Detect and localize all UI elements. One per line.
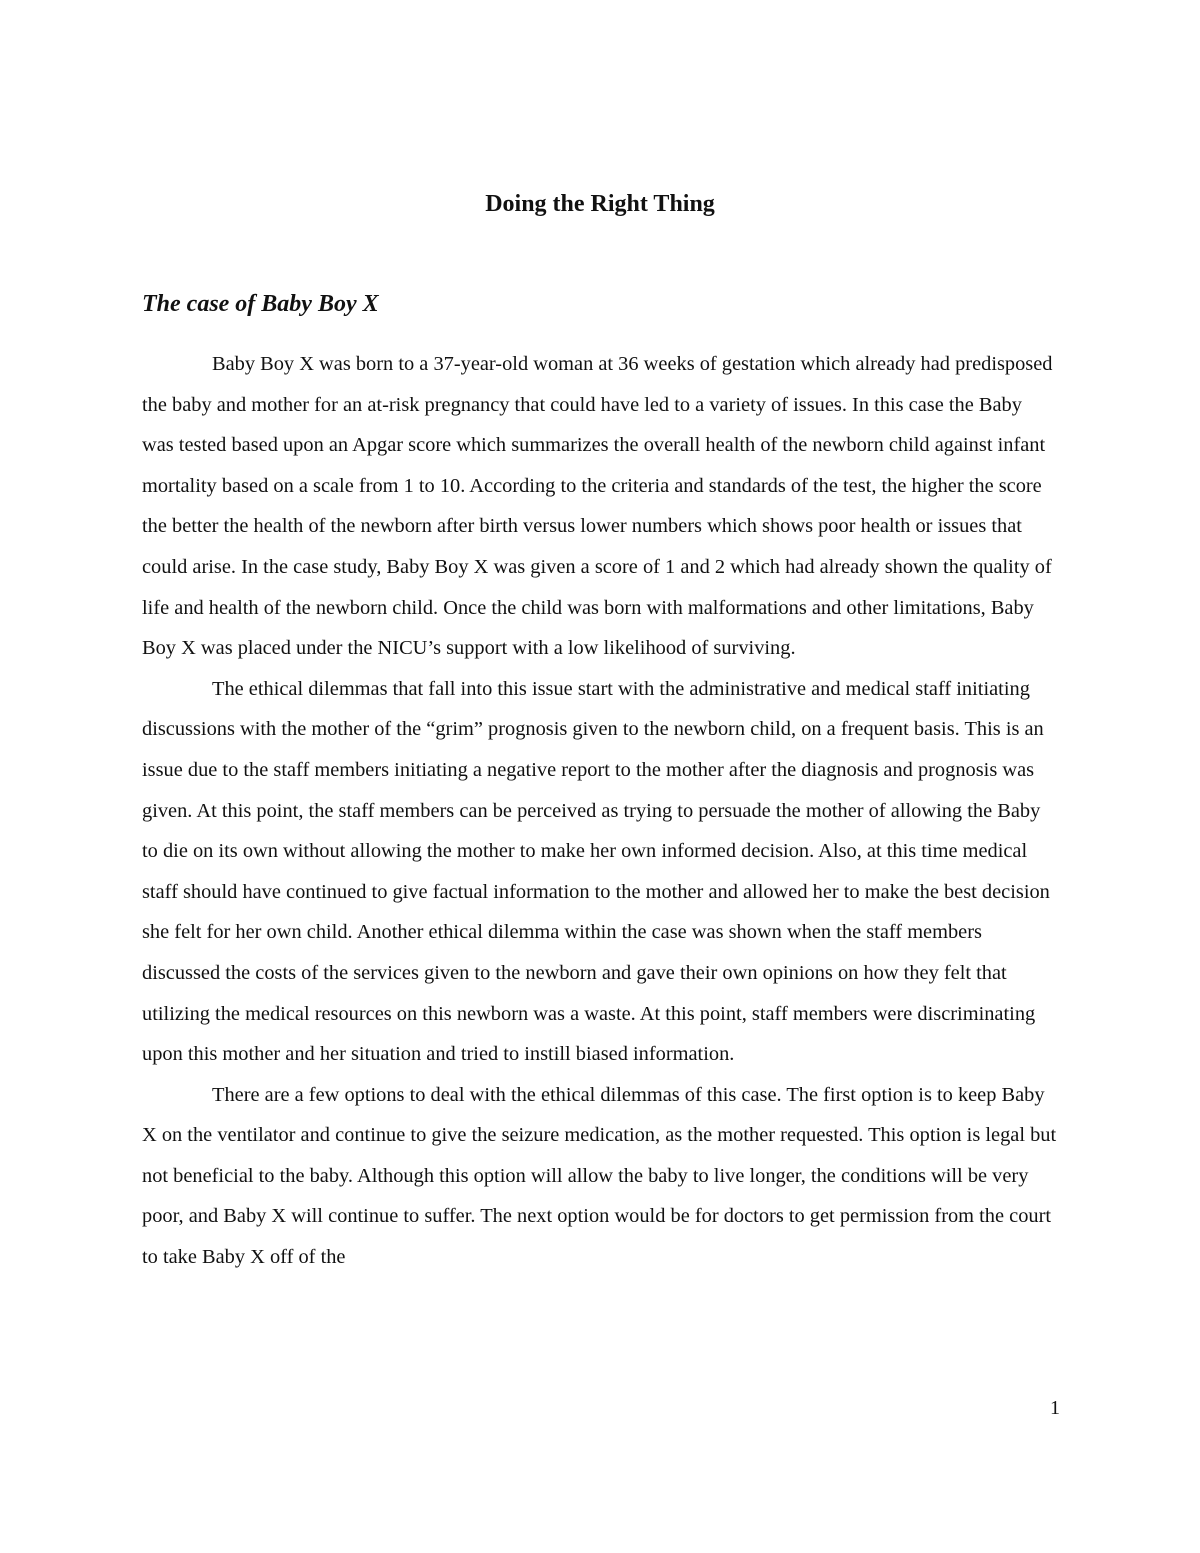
section-heading: The case of Baby Boy X xyxy=(142,291,379,317)
paragraph-1: Baby Boy X was born to a 37-year-old woman at 36 weeks of gestation which already had predisposed the baby and mother for an at-risk pregnancy that could have led to a variety of issues. In this case the Baby was tested based upon an Apgar score which summarizes the overall health of the newborn child against infant mortality based on a scale from 1 to 10. According to the criteria and standards of the test, the higher the score the better the health of the newborn after birth versus lower numbers which shows poor health or issues that could arise. In the case study, Baby Boy X was given a score of 1 and 2 which had already shown the quality of life and health of the newborn child. Once the child was born with malformations and other limitations, Baby Boy X was placed under the NICU’s support with a low likelihood of surviving. xyxy=(142,353,1053,660)
body-text xyxy=(142,344,1058,1278)
document-title: Doing the Right Thing xyxy=(485,191,715,217)
page-number: 1 xyxy=(1050,1397,1060,1419)
paragraph-2: The ethical dilemmas that fall into this issue start with the administrative and medical staff initiating discussions with the mother of the “grim” prognosis given to the newborn child, on a frequent basis. This is an issue due to the staff members initiating a negative report to the mother after the diagnosis and prognosis was given. At this point, the staff members can be perceived as trying to persuade the mother of allowing the Baby to die on its own without allowing the mother to make her own informed decision. Also, at this time medical staff should have continued to give factual information to the mother and allowed her to make the best decision she felt for her own child. Another ethical dilemma within the case was shown when the staff members discussed the costs of the services given to the newborn and gave their own opinions on how they felt that utilizing the medical resources on this newborn was a waste. At this point, staff members were discriminating upon this mother and her situation and tried to instill biased information. xyxy=(142,677,1050,1066)
paragraph-3: There are a few options to deal with the ethical dilemmas of this case. The first option is to keep Baby X on the ventilator and continue to give the seizure medication, as the mother requested. This option is legal but not beneficial to the baby. Although this option will allow the baby to live longer, the conditions will be very poor, and Baby X will continue to suffer. The next option would be for doctors to get permission from the court to take Baby X off of the xyxy=(142,1083,1057,1269)
